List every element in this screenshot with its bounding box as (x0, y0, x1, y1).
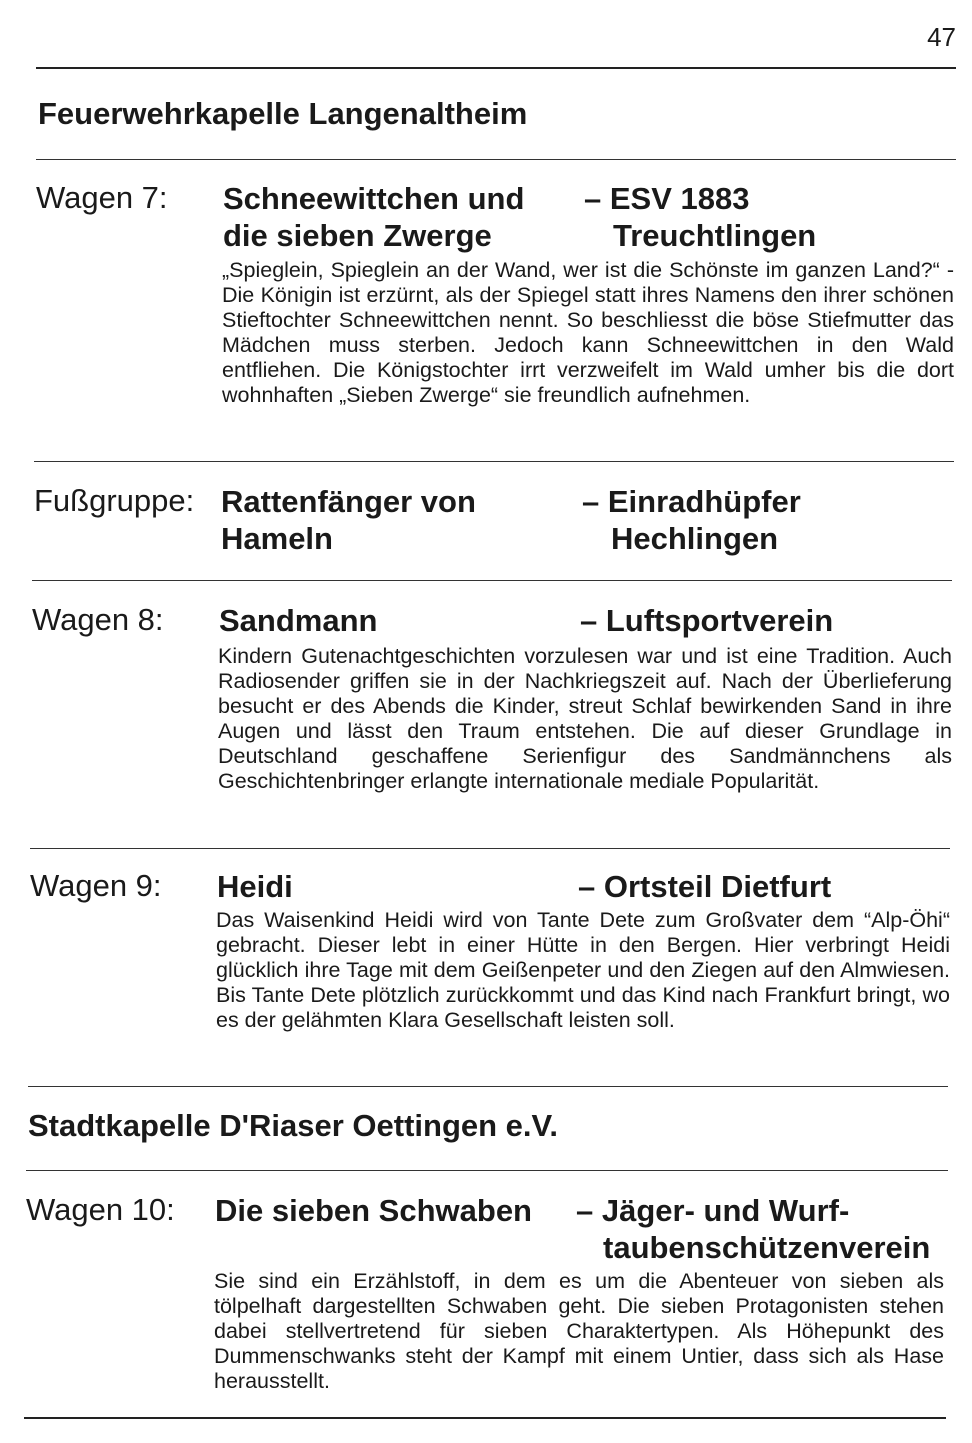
divider (26, 1170, 948, 1171)
entry-wagen-9 (30, 868, 950, 1068)
entry-title (223, 180, 524, 254)
bottom-rule (24, 1417, 946, 1419)
group-line: – Ortsteil Dietfurt (578, 869, 832, 904)
entry-group (582, 483, 801, 557)
title-line: Heidi (217, 869, 293, 904)
entry-label: Wagen 8: (32, 602, 164, 637)
entry-label: Wagen 10: (26, 1192, 175, 1227)
entry-group (578, 868, 831, 905)
entry-wagen-10 (26, 1192, 948, 1402)
top-rule (36, 67, 956, 69)
divider (34, 461, 954, 462)
entry-wagen-8 (32, 602, 952, 832)
title-line: Rattenfänger von (221, 484, 476, 519)
group-line: Hechlingen (611, 521, 779, 556)
entry-description: Das Waisenkind Heidi wird von Tante Dete zum Großvater dem “Alp-Öhi“ gebracht. Dieser lebt in einer Hütte in den Bergen. Hier verbringt Heidi glücklich ihre Tage mit dem Geißenpeter und den Ziegen auf den Almwiesen. Bis Tante Dete plötzlich zurückkommt und das Kind nach Frankfurt bringt, wo es der gelähmten Klara Gesellschaft leisten soll. (216, 908, 950, 1032)
divider (32, 580, 952, 581)
title-line: Hameln (221, 521, 333, 556)
entry-label: Wagen 9: (30, 868, 162, 903)
entry-title (217, 868, 293, 905)
divider (30, 848, 950, 849)
title-line: Schneewittchen und (223, 181, 525, 216)
divider (36, 159, 956, 160)
group-line: – ESV 1883 (584, 181, 750, 216)
entry-title (219, 602, 377, 639)
group-line: – Luftsportverein (580, 603, 834, 638)
entry-label: Fußgruppe: (34, 483, 195, 518)
entry-wagen-7 (36, 180, 956, 440)
entry-label: Wagen 7: (36, 180, 168, 215)
title-line: Die sieben Schwaben (215, 1193, 532, 1228)
entry-title (215, 1192, 532, 1229)
title-line: Sandmann (219, 603, 378, 638)
entry-group (584, 180, 816, 254)
page-number: 47 (927, 22, 956, 52)
divider (28, 1086, 948, 1087)
entry-title (221, 483, 476, 557)
group-line: – Jäger- und Wurf- (576, 1193, 850, 1228)
entry-description: Sie sind ein Erzählstoff, in dem es um die Abenteuer von sieben als tölpelhaft dargestellten Schwaben geht. Die sieben Protagonisten stehen dabei stellvertretend für sieben Charaktertypen. Als Höhepunkt des Dummenschwanks steht der Kampf mit einem Untier, dass sich als Hase herausstellt. (214, 1269, 944, 1393)
group-line: taubenschützenverein (603, 1230, 931, 1265)
title-line: die sieben Zwerge (223, 218, 492, 253)
entry-fussgruppe (34, 483, 954, 563)
entry-group (576, 1192, 930, 1266)
section-heading: Stadtkapelle D'Riaser Oettingen e.V. (28, 1108, 558, 1143)
entry-description: Kindern Gutenachtgeschichten vorzulesen war und ist eine Tradition. Auch Radiosender griffen sie in der Nachkriegszeit auf. Nach der Überlieferung besucht er des Abends die Kinder, streut Schlaf bewirkenden Sand in ihre Augen und lässt den Traum entstehen. Die auf dieser Grundlage in Deutschland geschaffene Serienfigur des Sandmännchens als Geschichtenbringer erlangte internationale mediale Popularität. (218, 644, 952, 793)
entry-group (580, 602, 833, 639)
group-line: – Einradhüpfer (582, 484, 801, 519)
section-heading: Feuerwehrkapelle Langenaltheim (38, 96, 528, 131)
entry-description: „Spieglein, Spieglein an der Wand, wer ist die Schönste im ganzen Land?“ - Die Königin ist erzürnt, als der Spiegel statt ihres Namens den ihrer schönen Stieftochter Schneewittchen nennt. So beschliesst die böse Stiefmutter das Mädchen muss sterben. Jedoch kann Schneewittchen in den Wald entfliehen. Die Königstochter irrt verzweifelt im Wald umher bis die dort wohnhaften „Sieben Zwerge“ sie freundlich aufnehmen. (222, 258, 954, 407)
group-line: Treuchtlingen (613, 218, 817, 253)
